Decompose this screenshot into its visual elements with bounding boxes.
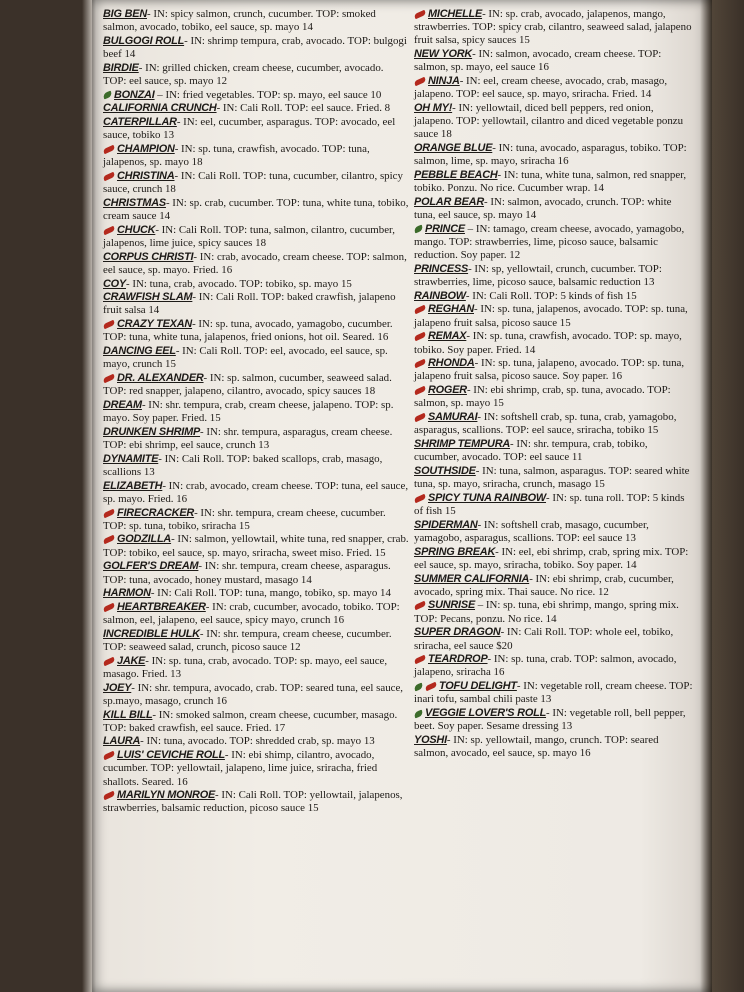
menu-item-description: - IN: sp. tuna, jalapeno, avocado. TOP: sp. tuna, jalapeno fruit salsa, picoso sauce. Soy paper. 16 — [414, 357, 685, 383]
menu-item-description: - IN: Cali Roll. TOP: tuna, salmon, cilantro, cucumber, jalapenos, lime juice, spicy sauces 18 — [103, 223, 395, 249]
menu-item-name: REMAX — [428, 330, 467, 343]
menu-item-name: TEARDROP — [428, 653, 488, 666]
menu-item-description: - IN: sp. tuna, avocado, yamagobo, cucumber. TOP: tuna, white tuna, jalapenos, fried onions, hot oil. Seared. 16 — [103, 318, 393, 344]
chili-pepper-icon — [103, 225, 116, 235]
menu-item — [103, 682, 409, 708]
menu-item-description: - IN: salmon, avocado, cream cheese. TOP: salmon, sp. mayo, eel sauce 16 — [414, 48, 662, 74]
menu-item-name: LAURA — [103, 735, 141, 748]
menu-item-description: - IN: sp. tuna, crawfish, avocado. TOP: sp. mayo, tobiko. Soy paper. Fried. 14 — [414, 330, 682, 356]
chili-pepper-icon — [103, 535, 116, 545]
menu-item — [414, 653, 694, 679]
menu-item-name: INCREDIBLE HULK — [103, 627, 200, 640]
menu-item-name: CHAMPION — [117, 143, 175, 156]
menu-item-name: CHRISTINA — [117, 169, 175, 182]
menu-item — [103, 709, 409, 735]
chili-pepper-icon — [414, 359, 427, 369]
menu-item-name: SPIDERMAN — [414, 518, 478, 531]
menu-item-description: – IN: sp. tuna, ebi shrimp, mango, spring mix. TOP: Pecans, ponzu. No rice. 14 — [414, 599, 679, 625]
menu-item — [414, 519, 694, 545]
menu-item-name: CALIFORNIA CRUNCH — [103, 102, 217, 115]
menu-item-name: PRINCE — [425, 222, 465, 235]
menu-item-description: - IN: sp, yellowtail, crunch, cucumber. TOP: strawberries, lime, picoso sauce, balsamic reduction 13 — [414, 262, 662, 289]
menu-item-description: - IN: sp. crab, avocado, jalapenos, mango, strawberries. TOP: spicy crab, cilantro, seaweed salad, jalapeno fruit salsa, spicy sauces 15 — [414, 8, 692, 47]
menu-item-name: NEW YORK — [414, 48, 473, 61]
chili-pepper-icon — [103, 656, 116, 666]
menu-item-description: - IN: shr. tempura, avocado, crab. TOP: seared tuna, eel sauce, sp.mayo, masago, crunch 16 — [103, 681, 404, 707]
chili-pepper-icon — [103, 508, 116, 518]
menu-item-name: CHUCK — [117, 223, 156, 236]
menu-item — [103, 197, 409, 223]
menu-item-description: - IN: shrimp tempura, crab, avocado. TOP: bulgogi beef 14 — [103, 34, 407, 61]
menu-item — [103, 480, 409, 506]
menu-item — [103, 35, 409, 61]
menu-item — [414, 707, 694, 733]
menu-item-description: - IN: sp. tuna, crab, avocado. TOP: sp. mayo, eel sauce, masago. Fried. 13 — [103, 654, 388, 680]
menu-item-name: MARILYN MONROE — [117, 789, 216, 802]
menu-item-name: ELIZABETH — [103, 479, 163, 492]
menu-item — [103, 399, 409, 425]
menu-item-name: SPRING BREAK — [414, 545, 496, 558]
menu-item-name: SPICY TUNA RAINBOW — [428, 491, 547, 504]
menu-item-description: - IN: sp. yellowtail, mango, crunch. TOP: seared salmon, avocado, eel sauce, sp. mayo 16 — [414, 733, 659, 760]
menu-item-name: NINJA — [428, 75, 460, 88]
menu-item-description: - IN: yellowtail, diced bell peppers, red onion, jalapeno. TOP: yellowtail, cilantro and diced vegetable ponzu sauce 18 — [414, 101, 684, 141]
menu-item-name: BIRDIE — [103, 61, 139, 74]
menu-item-name: BONZAI — [114, 88, 155, 101]
menu-item — [414, 734, 694, 760]
menu-item — [414, 48, 694, 74]
menu-item — [103, 453, 409, 479]
menu-item — [414, 546, 694, 572]
chili-pepper-icon — [414, 494, 427, 504]
chili-pepper-icon — [103, 320, 116, 330]
menu-item-description: - IN: crab, avocado, cream cheese. TOP: salmon, eel sauce, sp. mayo. Fried. 16 — [103, 250, 407, 276]
menu-item-name: DANCING EEL — [103, 345, 176, 358]
menu-item — [103, 587, 409, 600]
leaf-icon — [413, 225, 424, 234]
menu-column-right — [414, 8, 694, 761]
menu-item — [103, 278, 409, 291]
menu-item-description: - IN: ebi shrimp, crab, cucumber, avocado, spring mix. Thai sauce. No rice. 12 — [414, 572, 674, 598]
menu-item — [103, 251, 409, 277]
menu-item — [414, 290, 694, 303]
menu-item-name: SUNRISE — [428, 599, 476, 612]
chili-pepper-icon — [103, 791, 116, 801]
menu-item — [414, 384, 694, 410]
menu-item — [103, 426, 409, 452]
menu-item — [103, 116, 409, 142]
menu-item-description: - IN: Cali Roll. TOP: whole eel, tobiko, sriracha, eel sauce $20 — [414, 626, 674, 652]
menu-item — [103, 8, 409, 34]
chili-pepper-icon — [414, 77, 427, 87]
menu-item-name: CHRISTMAS — [103, 196, 166, 209]
menu-item-name: DREAM — [103, 398, 142, 411]
menu-item-name: SAMURAI — [428, 411, 478, 424]
menu-item — [414, 223, 694, 263]
menu-item-name: RAINBOW — [414, 289, 466, 302]
chili-pepper-icon — [414, 386, 427, 396]
menu-item-description: - IN: tuna, white tuna, salmon, red snapper, tobiko. Ponzu. No rice. Cucumber wrap. 14 — [414, 168, 687, 195]
menu-item — [103, 735, 409, 748]
menu-item-description: - IN: sp. crab, cucumber. TOP: tuna, white tuna, tobiko, cream sauce 14 — [103, 196, 409, 223]
menu-item — [103, 601, 409, 627]
menu-item-name: JAKE — [117, 654, 146, 667]
menu-item — [414, 8, 694, 48]
menu-item — [103, 655, 409, 681]
menu-item — [103, 372, 409, 398]
menu-item-name: DYNAMITE — [103, 452, 159, 465]
menu-item-name: CRAWFISH SLAM — [103, 291, 193, 304]
menu-item-name: YOSHI — [414, 733, 447, 746]
menu-item-description: - IN: Cali Roll. TOP: 5 kinds of fish 15 — [465, 289, 637, 302]
menu-item-description: - IN: ebi shimp, cilantro, avocado, cucumber. TOP: yellowtail, jalapeno, lime juice, sriracha, fried shallots. Seared. 16 — [103, 749, 378, 788]
menu-item — [103, 102, 409, 115]
menu-item-name: SUPER DRAGON — [414, 626, 501, 639]
menu-item-description: - IN: shr. tempura, cream cheese, cucumber. TOP: sp. tuna, tobiko, sriracha 15 — [103, 506, 386, 532]
menu-item-description: - IN: Cali Roll. TOP: yellowtail, jalapenos, strawberries, balsamic reduction, picoso sauce 15 — [103, 789, 403, 815]
menu-item — [414, 75, 694, 101]
chili-pepper-icon — [414, 601, 427, 611]
menu-item-description: - IN: grilled chicken, cream cheese, cucumber, avocado. TOP: eel sauce, sp. mayo 12 — [103, 61, 384, 88]
menu-item — [103, 749, 409, 789]
leaf-icon — [102, 91, 113, 100]
menu-item — [103, 62, 409, 88]
menu-item-name: FIRECRACKER — [117, 506, 195, 519]
menu-item — [414, 102, 694, 142]
menu-item-name: RHONDA — [428, 357, 475, 370]
chili-pepper-icon — [103, 603, 116, 613]
menu-item-description: - IN: sp. tuna roll. TOP: 5 kinds of fish 15 — [414, 491, 685, 518]
menu-item-name: KILL BILL — [103, 708, 153, 721]
menu-item-description: - IN: tuna, salmon, asparagus. TOP: seared white tuna, sp. mayo, sriracha, crunch, masago 15 — [414, 464, 690, 491]
menu-column-left — [103, 8, 409, 816]
menu-item — [103, 89, 409, 102]
menu-item — [103, 533, 409, 559]
menu-item-description: - IN: eel, cucumber, asparagus. TOP: avocado, eel sauce, tobiko 13 — [103, 116, 396, 142]
menu-item-name: SOUTHSIDE — [414, 464, 476, 477]
menu-item — [414, 142, 694, 168]
chili-pepper-icon — [103, 172, 116, 182]
menu-item-description: - IN: shr. tempura, cream cheese, cucumber. TOP: seaweed salad, crunch, picoso sauce 12 — [103, 627, 392, 654]
menu-item-name: DR. ALEXANDER — [117, 371, 204, 384]
menu-item-name: OH MY! — [414, 101, 453, 114]
menu-item-name: DRUNKEN SHRIMP — [103, 425, 201, 438]
chili-pepper-icon — [103, 751, 116, 761]
menu-item — [414, 357, 694, 383]
menu-item-description: - IN: sp. tuna, jalapenos, avocado. TOP: sp. tuna, jalapeno fruit salsa, picoso sauce 15 — [414, 303, 688, 329]
menu-item — [414, 492, 694, 518]
menu-item-description: - IN: spicy salmon, crunch, cucumber. TOP: smoked salmon, avocado, tobiko, eel sauce, sp. mayo 14 — [103, 8, 376, 34]
menu-item — [414, 169, 694, 195]
menu-item-name: BIG BEN — [103, 8, 147, 20]
chili-pepper-icon — [103, 374, 116, 384]
menu-item-description: - IN: salmon, yellowtail, white tuna, red snapper, crab. TOP: tobiko, eel sauce, sp. mayo, sriracha, sweet miso. Fried. 15 — [103, 533, 409, 559]
menu-item — [103, 318, 409, 344]
menu-item-name: GODZILLA — [117, 533, 172, 546]
menu-item-name: ROGER — [428, 384, 467, 397]
menu-item-description: - IN: sp. salmon, cucumber, seaweed salad. TOP: red snapper, jalapeno, cilantro, avocado, spicy sauces 18 — [103, 371, 392, 398]
menu-item-name: CATERPILLAR — [103, 116, 177, 129]
menu-item-description: - IN: shr. tempura, crab, tobiko, cucumber, avocado. TOP: eel sauce 11 — [414, 438, 648, 464]
menu-item-description: - IN: shr. tempura, crab, cream cheese, jalapeno. TOP: sp. mayo. Soy paper. Fried. 15 — [103, 398, 394, 425]
menu-item-name: BULGOGI ROLL — [103, 34, 185, 47]
menu-item-name: POLAR BEAR — [414, 195, 485, 208]
chili-pepper-icon — [414, 332, 427, 342]
menu-item-name: CRAZY TEXAN — [117, 318, 193, 331]
menu-item — [414, 680, 694, 706]
menu-item — [414, 626, 694, 652]
menu-item-name: PRINCESS — [414, 262, 469, 275]
menu-item-name: REGHAN — [428, 303, 474, 316]
menu-item-name: MICHELLE — [428, 8, 483, 20]
chili-pepper-icon — [414, 305, 427, 315]
menu-item-description: - IN: vegetable roll, bell pepper, beet. Soy paper. Sesame dressing 13 — [414, 707, 686, 733]
menu-item-description: - IN: smoked salmon, cream cheese, cucumber, masago. TOP: baked crawfish, eel sauce. Fried. 17 — [103, 708, 398, 734]
chili-pepper-icon — [425, 682, 438, 692]
menu-item — [103, 224, 409, 250]
menu-item-description: - IN: sp. tuna, crawfish, avocado. TOP: tuna, jalapenos, sp. mayo 18 — [103, 143, 370, 169]
menu-item-description: - IN: softshell crab, sp. tuna, crab, yamagobo, asparagus, scallions. TOP: eel sauce, sriracha, tobiko 15 — [414, 411, 677, 437]
chili-pepper-icon — [414, 10, 427, 20]
menu-item-description: - IN: crab, cucumber, avocado, tobiko. TOP: salmon, eel, jalapeno, eel sauce, spicy mayo, crunch 16 — [103, 600, 400, 627]
menu-item — [103, 560, 409, 586]
menu-item-description: – IN: fried vegetables. TOP: sp. mayo, eel sauce 10 — [154, 88, 382, 101]
menu-item — [414, 411, 694, 437]
menu-item-name: HEARTBREAKER — [117, 600, 206, 613]
menu-item — [103, 507, 409, 533]
menu-item — [414, 330, 694, 356]
menu-item-name: PEBBLE BEACH — [414, 168, 498, 181]
menu-item-description: - IN: tuna, crab, avocado. TOP: tobiko, sp. mayo 15 — [126, 277, 352, 290]
menu-item-description: - IN: Cali Roll. TOP: eel sauce. Fried. 8 — [216, 102, 391, 115]
menu-item — [414, 573, 694, 599]
leaf-icon — [413, 682, 424, 691]
menu-item-description: - IN: eel, cream cheese, avocado, crab, masago, jalapeno. TOP: eel sauce, sp. mayo, sriracha. Fried. 14 — [414, 75, 668, 101]
menu-item-description: - IN: tuna, avocado, asparagus, tobiko. TOP: salmon, lime, sp. mayo, sriracha 16 — [414, 142, 687, 168]
menu-item — [103, 628, 409, 654]
menu-item-description: - IN: Cali Roll. TOP: baked crawfish, jalapeno fruit salsa 14 — [103, 291, 396, 317]
menu-item-description: - IN: vegetable roll, cream cheese. TOP: inari tofu, sambal chili paste 13 — [414, 680, 693, 706]
menu-item-description: - IN: Cali Roll. TOP: eel, avocado, eel sauce, sp. mayo, crunch 15 — [103, 345, 388, 371]
menu-item-name: GOLFER'S DREAM — [103, 560, 199, 573]
menu-item-name: SUMMER CALIFORNIA — [414, 572, 530, 585]
menu-item — [103, 170, 409, 196]
menu-item-name: SHRIMP TEMPURA — [414, 438, 511, 450]
menu-item-description: - IN: tuna, avocado. TOP: shredded crab, sp. mayo 13 — [140, 735, 375, 748]
menu-item-name: COY — [103, 277, 126, 290]
chili-pepper-icon — [103, 145, 116, 155]
menu-item-name: JOEY — [103, 681, 132, 694]
menu-item-description: - IN: crab, avocado, cream cheese. TOP: tuna, eel sauce, sp. mayo. Fried. 16 — [103, 479, 409, 505]
menu-item — [414, 303, 694, 329]
menu-item — [414, 263, 694, 289]
menu-item-description: - IN: sp. tuna, crab. TOP: salmon, avocado, jalapeno, sriracha 16 — [414, 653, 677, 679]
menu-item-name: HARMON — [103, 587, 151, 600]
menu-item-name: TOFU DELIGHT — [439, 680, 517, 693]
menu-item-name: VEGGIE LOVER'S ROLL — [425, 707, 547, 720]
menu-item-description: - IN: shr. tempura, cream cheese, asparagus. TOP: tuna, avocado, honey mustard, masago 14 — [103, 560, 391, 586]
menu-item-name: ORANGE BLUE — [414, 142, 493, 155]
menu-item — [414, 196, 694, 222]
menu-item-description: - IN: eel, ebi shrimp, crab, spring mix. TOP: eel sauce, sp. mayo, sriracha, tobiko. Soy paper. 14 — [414, 545, 689, 571]
menu-item — [414, 438, 694, 464]
menu-item-description: - IN: ebi shrimp, crab, sp. tuna, avocado. TOP: salmon, sp. mayo 15 — [414, 384, 671, 410]
menu-item-description: - IN: shr. tempura, asparagus, cream cheese. TOP: ebi shrimp, eel sauce, crunch 13 — [103, 425, 393, 451]
menu-item — [414, 465, 694, 491]
menu-item — [414, 599, 694, 625]
chili-pepper-icon — [414, 655, 427, 665]
menu-item-description: - IN: Cali Roll. TOP: tuna, mango, tobiko, sp. mayo 14 — [150, 587, 391, 600]
menu-item-description: - IN: Cali Roll. TOP: baked scallops, crab, masago, scallions 13 — [103, 452, 383, 478]
menu-item-name: LUIS' CEVICHE ROLL — [117, 749, 225, 762]
leaf-icon — [413, 709, 424, 718]
menu-item-name: CORPUS CHRISTI — [103, 250, 194, 263]
menu-item-description: – IN: tamago, cream cheese, avocado, yamagobo, mango. TOP: strawberries, lime, picoso sauce, balsamic reduction. Soy paper. 12 — [414, 222, 685, 262]
menu-item-description: - IN: salmon, avocado, crunch. TOP: white tuna, eel sauce, sp. mayo 14 — [414, 195, 672, 222]
menu-item — [103, 143, 409, 169]
menu-item — [103, 291, 409, 317]
menu-item — [103, 345, 409, 371]
menu-item-description: - IN: softshell crab, masago, cucumber, yamagobo, asparagus, scallions. TOP: eel sauce 13 — [414, 518, 649, 544]
menu-item-description: - IN: Cali Roll. TOP: tuna, cucumber, cilantro, spicy sauce, crunch 18 — [103, 169, 403, 196]
chili-pepper-icon — [414, 413, 427, 423]
menu-item — [103, 789, 409, 815]
